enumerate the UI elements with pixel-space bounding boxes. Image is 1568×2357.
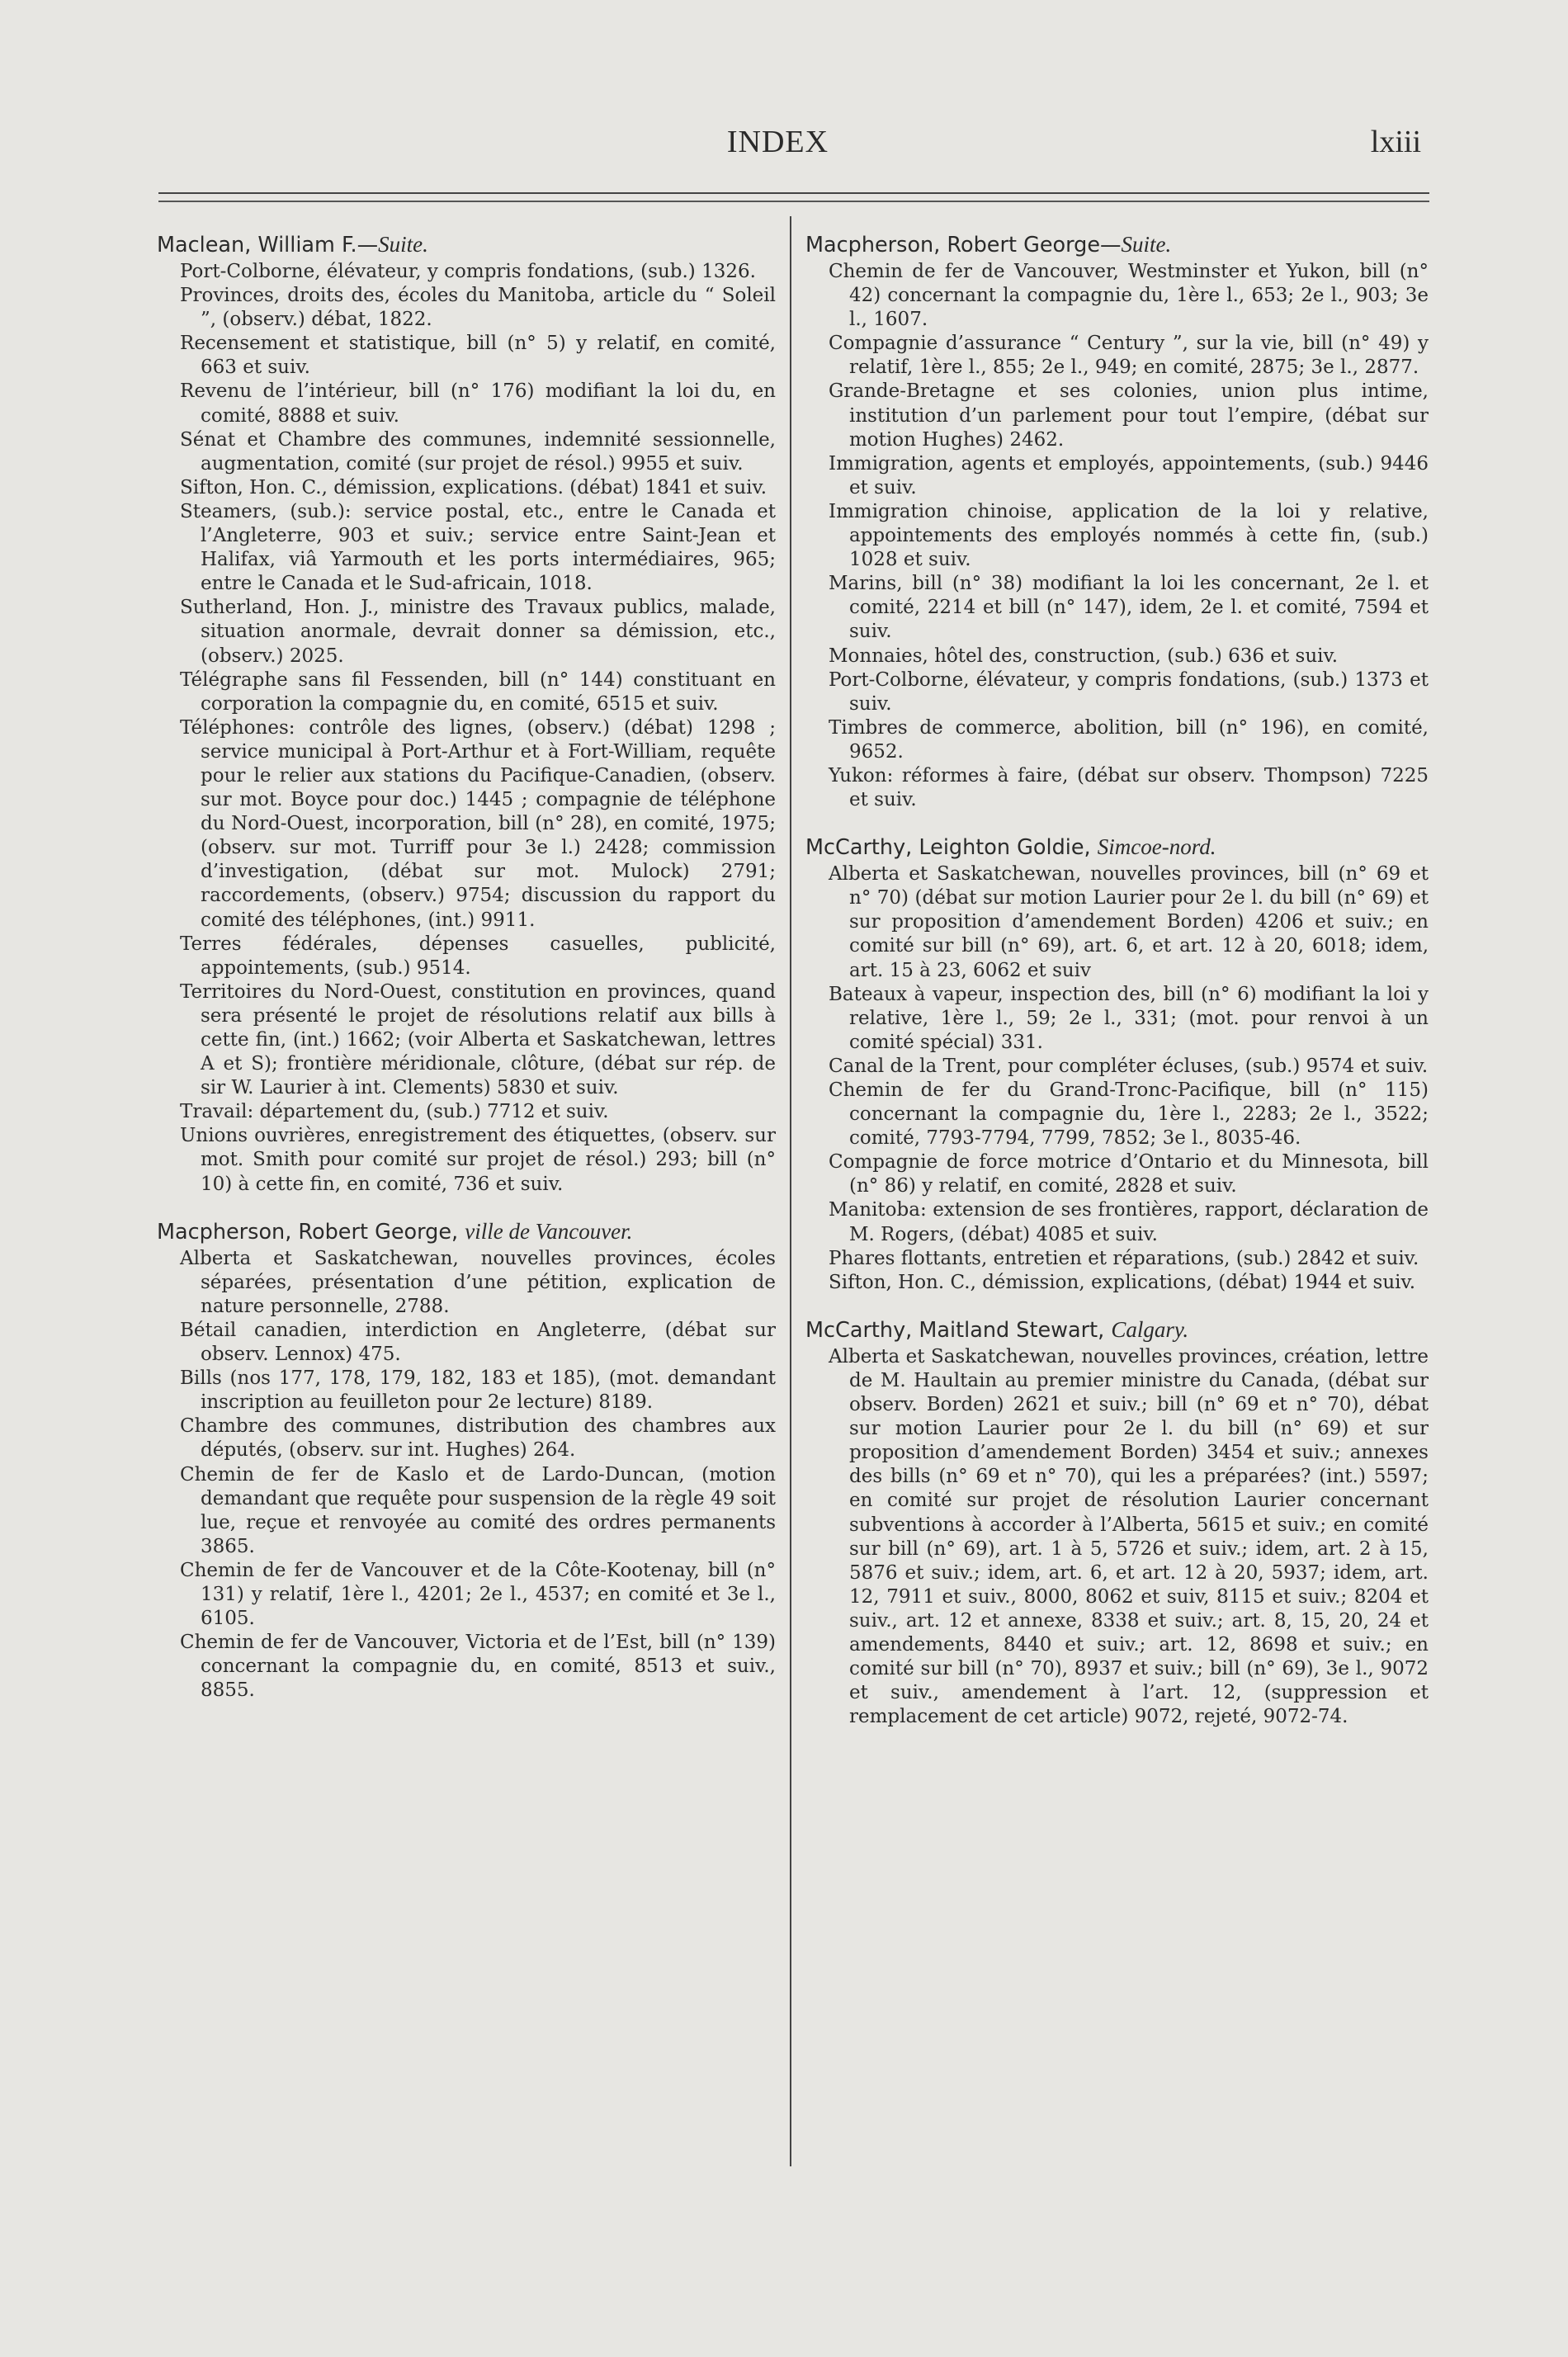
header-rule-bottom <box>158 201 1429 202</box>
index-entry: Chambre des communes, distribution des chambres aux députés, (observ. sur int. Hughes) 264. <box>180 1415 776 1462</box>
member-heading <box>157 231 776 258</box>
member-name: McCarthy, Maitland Stewart, <box>805 1317 1112 1343</box>
index-entry: Alberta et Saskatchewan, nouvelles provinces, écoles séparées, présentation d’une pétition, explication de nature personnelle, 2788. <box>180 1247 776 1317</box>
index-entry: Chemin de fer de Kaslo et de Lardo-Duncan, (motion demandant que requête pour suspension de la règle 49 soit lue, reçue et renvoyée au comité des ordres permanents 3865. <box>180 1463 776 1557</box>
member-constituency: ville de Vancouver. <box>465 1218 633 1244</box>
index-entry: Alberta et Saskatchewan, nouvelles provinces, création, lettre de M. Haultain au premier ministre du Canada, (débat sur observ. Borden) 2621 et suiv.; bill (n° 69 et n° 70), débat sur motion Laurier pour 2e l. du bill (n° 69) et sur proposition d’amendement Borden) 3454 et suiv.; annexes des bills (n° 69 et n° 70), qui les a préparées? (int.) 5597; en comité sur projet de résolution Laurier concernant subventions à accorder à l’Alberta, 5615 et suiv.; en comité sur bill (n° 69), art. 1 à 5, 5726 et suiv.; idem, art. 2 à 15, 5876 et suiv.; idem, art. 6, et art. 12 à 20, 5937; idem, art. 12, 7911 et suiv., 8000, 8062 et suiv, 8115 et suiv.; 8204 et suiv., art. 12 et annexe, 8338 et suiv.; art. 8, 15, 20, 24 et amendements, 8440 et suiv.; art. 12, 8698 et suiv.; en comité sur bill (n° 70), 8937 et suiv.; bill (n° 69), 3e l., 9072 et suiv., amendement à l’art. 12, (suppression et remplacement de cet article) 9072, rejeté, 9072-74. <box>829 1345 1429 1728</box>
index-entry: Bétail canadien, interdiction en Angleterre, (débat sur observ. Lennox) 475. <box>180 1319 776 1366</box>
page-number: lxiii <box>1370 125 1421 159</box>
page-title: INDEX <box>726 125 829 159</box>
member-heading <box>805 834 1429 861</box>
index-entry: Sifton, Hon. C., démission, explications. (débat) 1841 et suiv. <box>180 476 767 498</box>
member-constituency: Suite. <box>378 232 428 257</box>
member-name: Maclean, William F.— <box>157 233 379 257</box>
index-entry: Territoires du Nord-Ouest, constitution en provinces, quand sera présenté le projet de résolutions relatif aux bills à cette fin, (int.) 1662; (voir Alberta et Saskatchewan, lettres A et S); frontière méridionale, clôture, (débat sur rép. de sir W. Laurier à int. Clements) 5830 et suiv. <box>180 980 776 1099</box>
index-entry: Canal de la Trent, pour compléter écluses, (sub.) 9574 et suiv. <box>829 1055 1429 1077</box>
member-constituency: Calgary. <box>1111 1316 1189 1342</box>
index-entry: Chemin de fer du Grand-Tronc-Pacifique, bill (n° 115) concernant la compagnie du, 1ère l., 2283; 2e l., 3522; comité, 7793-7794, 7799, 7852; 3e l., 8035-46. <box>829 1079 1429 1150</box>
index-entry: Revenu de l’intérieur, bill (n° 176) modifiant la loi du, en comité, 8888 et suiv. <box>180 380 776 427</box>
index-entry: Compagnie de force motrice d’Ontario et du Minnesota, bill (n° 86) y relatif, en comité, 2828 et suiv. <box>829 1151 1429 1197</box>
index-entry: Grande-Bretagne et ses colonies, union plus intime, institution d’un parlement pour tout l’empire, (débat sur motion Hughes) 2462. <box>829 380 1429 451</box>
column-divider <box>790 216 791 2166</box>
index-entry: Terres fédérales, dépenses casuelles, publicité, appointements, (sub.) 9514. <box>180 933 776 979</box>
index-entry: Bills (nos 177, 178, 179, 182, 183 et 185), (mot. demandant inscription au feuilleton pour 2e lecture) 8189. <box>180 1367 776 1414</box>
index-entry: Chemin de fer de Vancouver, Westminster et Yukon, bill (n° 42) concernant la compagnie du, 1ère l., 653; 2e l., 903; 3e l., 1607. <box>829 261 1429 331</box>
index-entry: Immigration chinoise, application de la loi y relative, appointements des employés nommés à cette fin, (sub.) 1028 et suiv. <box>829 500 1429 571</box>
member-heading <box>805 231 1429 258</box>
index-entry: Yukon: réformes à faire, (débat sur observ. Thompson) 7225 et suiv. <box>829 764 1429 811</box>
right-column <box>805 231 1429 1729</box>
index-entry: Port-Colborne, élévateur, y compris fondations, (sub.) 1373 et suiv. <box>829 668 1429 715</box>
member-name: Macpherson, Robert George— <box>805 233 1122 257</box>
index-entry: Compagnie d’assurance “ Century ”, sur la vie, bill (n° 49) y relatif, 1ère l., 855; 2e l., 949; en comité, 2875; 3e l., 2877. <box>829 333 1429 379</box>
left-column <box>157 231 776 1703</box>
index-entry: Bateaux à vapeur, inspection des, bill (n° 6) modifiant la loi y relative, 1ère l., 59; 2e l., 331; (mot. pour renvoi à un comité spécial) 331. <box>829 983 1429 1053</box>
index-entry: Steamers, (sub.): service postal, etc., entre le Canada et l’Angleterre, 903 et suiv.; service entre Saint-Jean et Halifax, viâ Yarmouth et les ports intermédiaires, 965; entre le Canada et le Sud-africain, 1018. <box>180 500 776 595</box>
index-entry: Travail: département du, (sub.) 7712 et suiv. <box>180 1101 609 1123</box>
index-entry: Chemin de fer de Vancouver, Victoria et de l’Est, bill (n° 139) concernant la compagnie du, en comité, 8513 et suiv., 8855. <box>180 1632 776 1702</box>
index-entry: Monnaies, hôtel des, construction, (sub.) 636 et suiv. <box>829 645 1339 667</box>
index-entry: Phares flottants, entretien et réparations, (sub.) 2842 et suiv. <box>829 1247 1419 1269</box>
index-entry: Sénat et Chambre des communes, indemnité sessionnelle, augmentation, comité (sur projet de résol.) 9955 et suiv. <box>180 428 776 475</box>
member-constituency: Suite. <box>1121 232 1172 257</box>
index-entry: Unions ouvrières, enregistrement des étiquettes, (observ. sur mot. Smith pour comité sur projet de résol.) 293; bill (n° 10) à cette fin, en comité, 736 et suiv. <box>180 1125 776 1195</box>
index-entry: Recensement et statistique, bill (n° 5) y relatif, en comité, 663 et suiv. <box>180 333 776 379</box>
header-rule-top <box>158 192 1429 194</box>
index-entry: Sifton, Hon. C., démission, explications, (débat) 1944 et suiv. <box>829 1271 1416 1293</box>
index-entry: Sutherland, Hon. J., ministre des Travaux publics, malade, situation anormale, devrait donner sa démission, etc., (observ.) 2025. <box>180 597 776 667</box>
index-entry: Timbres de commerce, abolition, bill (n° 196), en comité, 9652. <box>829 716 1429 763</box>
index-entry: Marins, bill (n° 38) modifiant la loi les concernant, 2e l. et comité, 2214 et bill (n° 147), idem, 2e l. et comité, 7594 et suiv. <box>829 573 1429 643</box>
member-name: McCarthy, Leighton Goldie, <box>805 835 1098 861</box>
index-entry: Manitoba: extension de ses frontières, rapport, déclaration de M. Rogers, (débat) 4085 et suiv. <box>829 1199 1429 1245</box>
running-header <box>0 124 1568 173</box>
index-entry: Télégraphe sans fil Fessenden, bill (n° 144) constituant en corporation la compagnie du, en comité, 6515 et suiv. <box>180 668 776 715</box>
index-entry: Chemin de fer de Vancouver et de la Côte-Kootenay, bill (n° 131) y relatif, 1ère l., 4201; 2e l., 4537; en comité et 3e l., 6105. <box>180 1559 776 1630</box>
member-constituency: Simcoe-nord. <box>1097 834 1216 860</box>
index-entry: Téléphones: contrôle des lignes, (observ.) (débat) 1298 ; service municipal à Port-Arthur et à Fort-William, requête pour le relier aux stations du Pacifique-Canadien, (observ. sur mot. Boyce pour doc.) 1445 ; compagnie de téléphone du Nord-Ouest, incorporation, bill (n° 28), en comité, 1975; (observ. sur mot. Turriff pour 3e l.) 2428; commission d’investigation, (débat sur mot. Mulock) 2791; raccordements, (observ.) 9754; discussion du rapport du comité des téléphones, (int.) 9911. <box>180 716 776 931</box>
index-entry: Port-Colborne, élévateur, y compris fondations, (sub.) 1326. <box>180 261 756 282</box>
member-heading <box>157 1218 776 1245</box>
member-name: Macpherson, Robert George, <box>157 1219 465 1245</box>
index-entry: Alberta et Saskatchewan, nouvelles provinces, bill (n° 69 et n° 70) (débat sur motion Laurier pour 2e l. du bill (n° 69) et sur proposition d’amendement Borden) 4206 et suiv.; en comité sur bill (n° 69), art. 6, et art. 12 à 20, 6018; idem, art. 15 à 23, 6062 et suiv <box>829 863 1429 981</box>
index-entry: Immigration, agents et employés, appointements, (sub.) 9446 et suiv. <box>829 452 1429 498</box>
index-entry: Provinces, droits des, écoles du Manitoba, article du “ Soleil ”, (observ.) débat, 1822. <box>180 285 776 331</box>
member-heading <box>805 1316 1429 1344</box>
